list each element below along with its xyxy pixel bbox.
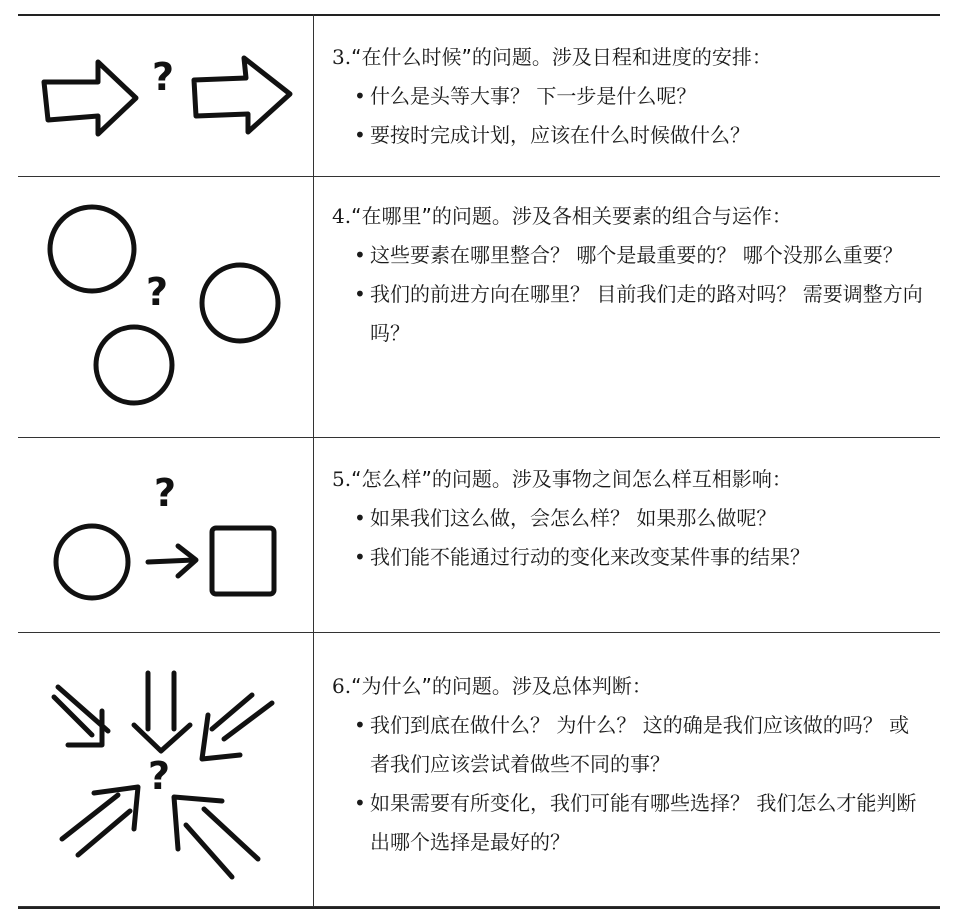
table-row — [18, 633, 940, 907]
item-number: 4. — [332, 204, 352, 228]
table-row — [18, 177, 940, 438]
item-number: 3. — [332, 45, 352, 69]
converging-arrows-icon — [18, 633, 313, 906]
circles-question-icon — [18, 177, 313, 437]
arrows-question-icon — [18, 16, 313, 176]
bullet-item: • 这些要素在哪里整合？ 哪个是最重要的？ 哪个没那么重要？ — [332, 236, 924, 275]
bullet-item: • 我们能不能通过行动的变化来改变某件事的结果？ — [332, 538, 924, 577]
item-heading: “怎么样”的问题。涉及事物之间怎么样互相影响： — [351, 467, 792, 491]
table-row — [18, 16, 940, 177]
item-heading: “在什么时候”的问题。涉及日程和进度的安排： — [351, 45, 772, 69]
item-number: 6. — [332, 674, 352, 698]
question-table — [18, 14, 940, 909]
bullet-item: • 如果需要有所变化，我们可能有哪些选择？ 我们怎么才能判断出哪个选择是最好的？ — [332, 784, 924, 862]
bullet-item: • 什么是头等大事？ 下一步是什么呢？ — [332, 77, 924, 116]
bullet-item: • 我们的前进方向在哪里？ 目前我们走的路对吗？ 需要调整方向吗？ — [332, 275, 924, 353]
item-heading: “在哪里”的问题。涉及各相关要素的组合与运作： — [351, 204, 792, 228]
question-mark-glyph: ? — [154, 471, 177, 515]
row-text — [332, 667, 924, 862]
row-text — [332, 38, 924, 155]
question-mark-glyph: ? — [152, 55, 175, 99]
column-divider — [313, 14, 314, 909]
circle-arrow-square-icon — [18, 438, 313, 632]
row-text — [332, 460, 924, 577]
bullet-item: • 要按时完成计划，应该在什么时候做什么？ — [332, 116, 924, 155]
question-mark-glyph: ? — [148, 754, 171, 798]
item-heading: “为什么”的问题。涉及总体判断： — [351, 674, 652, 698]
item-number: 5. — [332, 467, 352, 491]
row-text — [332, 197, 924, 353]
question-mark-glyph: ? — [146, 270, 169, 314]
bullet-item: • 如果我们这么做，会怎么样？ 如果那么做呢？ — [332, 499, 924, 538]
bullet-item: • 我们到底在做什么？ 为什么？ 这的确是我们应该做的吗？ 或者我们应该尝试着做些不同的事？ — [332, 706, 924, 784]
table-bottom-rule — [18, 907, 940, 909]
table-row — [18, 438, 940, 633]
